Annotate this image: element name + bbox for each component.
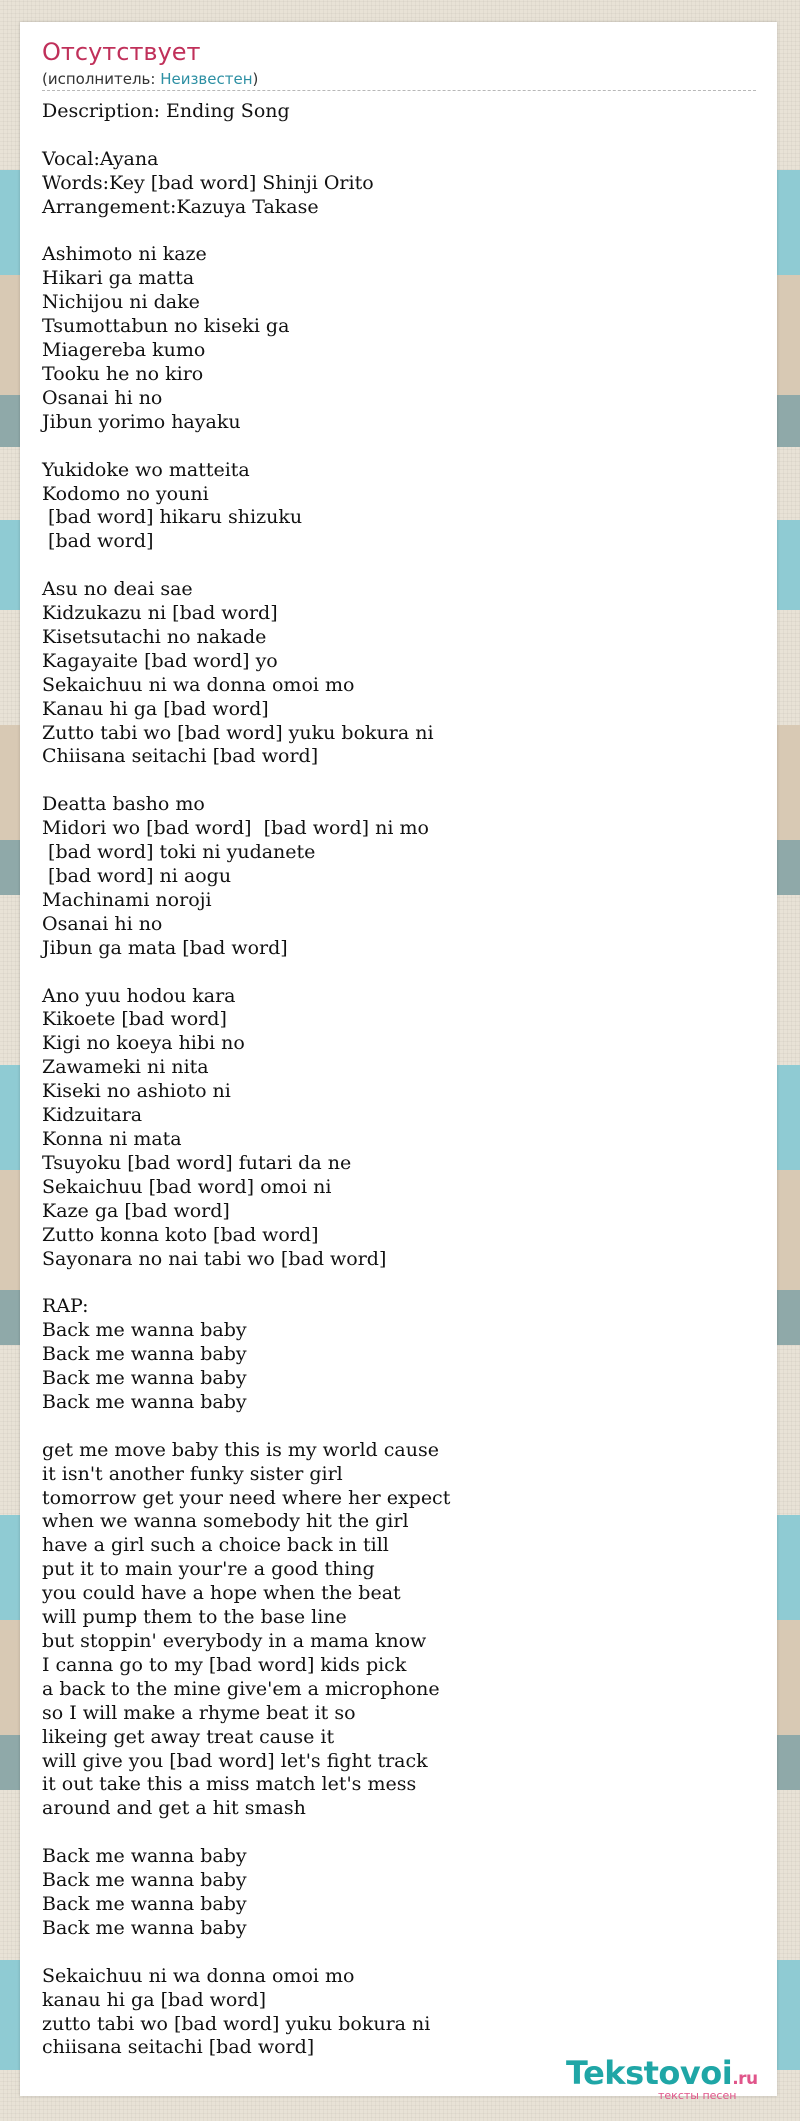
lyric-line: Sayonara no nai tabi wo [bad word] bbox=[42, 1247, 387, 1270]
lyric-line: so I will make a rhyme beat it so bbox=[42, 1701, 356, 1724]
lyric-line: Miagereba kumo bbox=[42, 339, 206, 362]
lyric-line: kanau hi ga [bad word] bbox=[42, 1988, 267, 2011]
lyric-line: Osanai hi no bbox=[42, 386, 163, 409]
lyric-line: will give you [bad word] let's fight track bbox=[42, 1749, 428, 1772]
lyric-line: [bad word] ni aogu bbox=[42, 865, 232, 887]
lyric-line: Zutto tabi wo [bad word] yuku bokura ni bbox=[42, 721, 434, 744]
lyric-line: Kigi no koeya hibi no bbox=[42, 1032, 245, 1055]
lyric-line: Asu no deai sae bbox=[42, 578, 193, 601]
lyric-line: Jibun ga mata [bad word] bbox=[42, 936, 288, 959]
lyric-line: Ashimoto ni kaze bbox=[42, 243, 207, 266]
lyric-line: but stoppin' everybody in a mama know bbox=[42, 1630, 427, 1652]
lyric-line: Description: Ending Song bbox=[42, 100, 290, 122]
lyric-line: Kiseki no ashioto ni bbox=[42, 1080, 231, 1103]
lyric-line: you could have a hope when the beat bbox=[42, 1582, 401, 1605]
lyric-line: Back me wanna baby bbox=[42, 1869, 247, 1892]
lyric-line: [bad word] bbox=[42, 530, 154, 553]
lyric-line: when we wanna somebody hit the girl bbox=[42, 1510, 409, 1533]
lyric-line: Yukidoke wo matteita bbox=[42, 458, 250, 481]
stanza-break bbox=[42, 1821, 450, 1845]
lyric-line: Back me wanna baby bbox=[42, 1845, 247, 1868]
lyric-line: RAP: bbox=[42, 1295, 89, 1318]
lyric-line: Kidzuitara bbox=[42, 1104, 143, 1127]
artist-link[interactable]: Неизвестен bbox=[160, 70, 253, 88]
lyric-line: Kaze ga [bad word] bbox=[42, 1199, 230, 1222]
lyric-line: Kikoete [bad word] bbox=[42, 1008, 227, 1031]
lyric-line: Osanai hi no bbox=[42, 912, 163, 935]
stanza-break bbox=[42, 769, 450, 793]
lyric-line: Kodomo no youni bbox=[42, 482, 209, 505]
lyric-line: Ano yuu hodou kara bbox=[42, 984, 236, 1007]
lyric-line: Midori wo [bad word] [bad word] ni mo bbox=[42, 817, 429, 840]
lyric-line: Jibun yorimo hayaku bbox=[42, 410, 241, 433]
lyric-line: [bad word] toki ni yudanete bbox=[42, 841, 316, 864]
lyric-line: Deatta basho mo bbox=[42, 793, 205, 816]
lyric-line: Nichijou ni dake bbox=[42, 291, 200, 314]
lyric-line: likeing get away treat cause it bbox=[42, 1725, 335, 1748]
artist-suffix: ) bbox=[252, 70, 259, 88]
lyric-line: tomorrow get your need where her expect bbox=[42, 1486, 451, 1509]
lyric-line: Arrangement:Kazuya Takase bbox=[42, 195, 319, 218]
site-logo[interactable] bbox=[566, 2054, 758, 2092]
lyric-line: Vocal:Ayana bbox=[42, 147, 159, 170]
lyric-line: chiisana seitachi [bad word] bbox=[42, 2036, 315, 2059]
lyric-line: Back me wanna baby bbox=[42, 1916, 247, 1939]
lyric-line: Tsumottabun no kiseki ga bbox=[42, 315, 290, 338]
stanza-break bbox=[42, 1415, 450, 1439]
stanza-break bbox=[42, 961, 450, 985]
title-divider bbox=[42, 90, 756, 91]
song-title: Отсутствует bbox=[42, 38, 201, 66]
lyric-line: Tsuyoku [bad word] futari da ne bbox=[42, 1151, 352, 1174]
lyric-line: Back me wanna baby bbox=[42, 1319, 247, 1342]
stanza-break bbox=[42, 554, 450, 578]
lyric-line: Chiisana seitachi [bad word] bbox=[42, 745, 319, 768]
lyric-line: a back to the mine give'em a microphone bbox=[42, 1677, 440, 1700]
lyric-line: Back me wanna baby bbox=[42, 1343, 247, 1366]
lyric-line: Sekaichuu ni wa donna omoi mo bbox=[42, 1964, 355, 1987]
stanza-break bbox=[42, 435, 450, 459]
lyric-line: put it to main your're a good thing bbox=[42, 1558, 375, 1581]
lyric-line: Zutto konna koto [bad word] bbox=[42, 1223, 319, 1246]
lyric-line: Kisetsutachi no nakade bbox=[42, 625, 267, 648]
logo-tld: .ru bbox=[732, 2069, 758, 2089]
stanza-break bbox=[42, 124, 450, 148]
lyric-line: Back me wanna baby bbox=[42, 1367, 247, 1390]
lyric-line: around and get a hit smash bbox=[42, 1797, 306, 1820]
lyric-line: it out take this a miss match let's mess bbox=[42, 1773, 417, 1796]
artist-prefix: (исполнитель: bbox=[42, 70, 161, 88]
lyric-line: Sekaichuu ni wa donna omoi mo bbox=[42, 673, 355, 696]
lyric-line: will pump them to the base line bbox=[42, 1606, 347, 1629]
lyric-line: Zawameki ni nita bbox=[42, 1056, 209, 1079]
lyric-line: Konna ni mata bbox=[42, 1127, 182, 1150]
lyric-line: Machinami noroji bbox=[42, 888, 212, 911]
lyric-line: zutto tabi wo [bad word] yuku bokura ni bbox=[42, 2012, 431, 2035]
stanza-break bbox=[42, 220, 450, 244]
lyric-line: get me move baby this is my world cause bbox=[42, 1438, 439, 1461]
logo-name: Tekstovoi bbox=[566, 2054, 733, 2092]
lyric-line: Kagayaite [bad word] yo bbox=[42, 649, 278, 672]
lyric-line: Kanau hi ga [bad word] bbox=[42, 697, 269, 720]
lyric-line: Sekaichuu [bad word] omoi ni bbox=[42, 1175, 332, 1198]
lyric-line: [bad word] hikaru shizuku bbox=[42, 506, 303, 529]
logo-tagline: тексты песен bbox=[658, 2089, 737, 2102]
lyric-line: have a girl such a choice back in till bbox=[42, 1534, 389, 1557]
lyrics-text bbox=[42, 100, 450, 2060]
lyric-line: it isn't another funky sister girl bbox=[42, 1462, 343, 1485]
lyric-line: I canna go to my [bad word] kids pick bbox=[42, 1653, 407, 1676]
lyric-line: Back me wanna baby bbox=[42, 1892, 247, 1915]
stanza-break bbox=[42, 1941, 450, 1965]
lyric-line: Tooku he no kiro bbox=[42, 362, 204, 385]
lyric-line: Words:Key [bad word] Shinji Orito bbox=[42, 171, 374, 194]
lyric-line: Back me wanna baby bbox=[42, 1390, 247, 1413]
lyric-line: Hikari ga matta bbox=[42, 267, 195, 290]
lyric-line: Kidzukazu ni [bad word] bbox=[42, 602, 278, 625]
stanza-break bbox=[42, 1271, 450, 1295]
artist-line bbox=[42, 70, 258, 88]
